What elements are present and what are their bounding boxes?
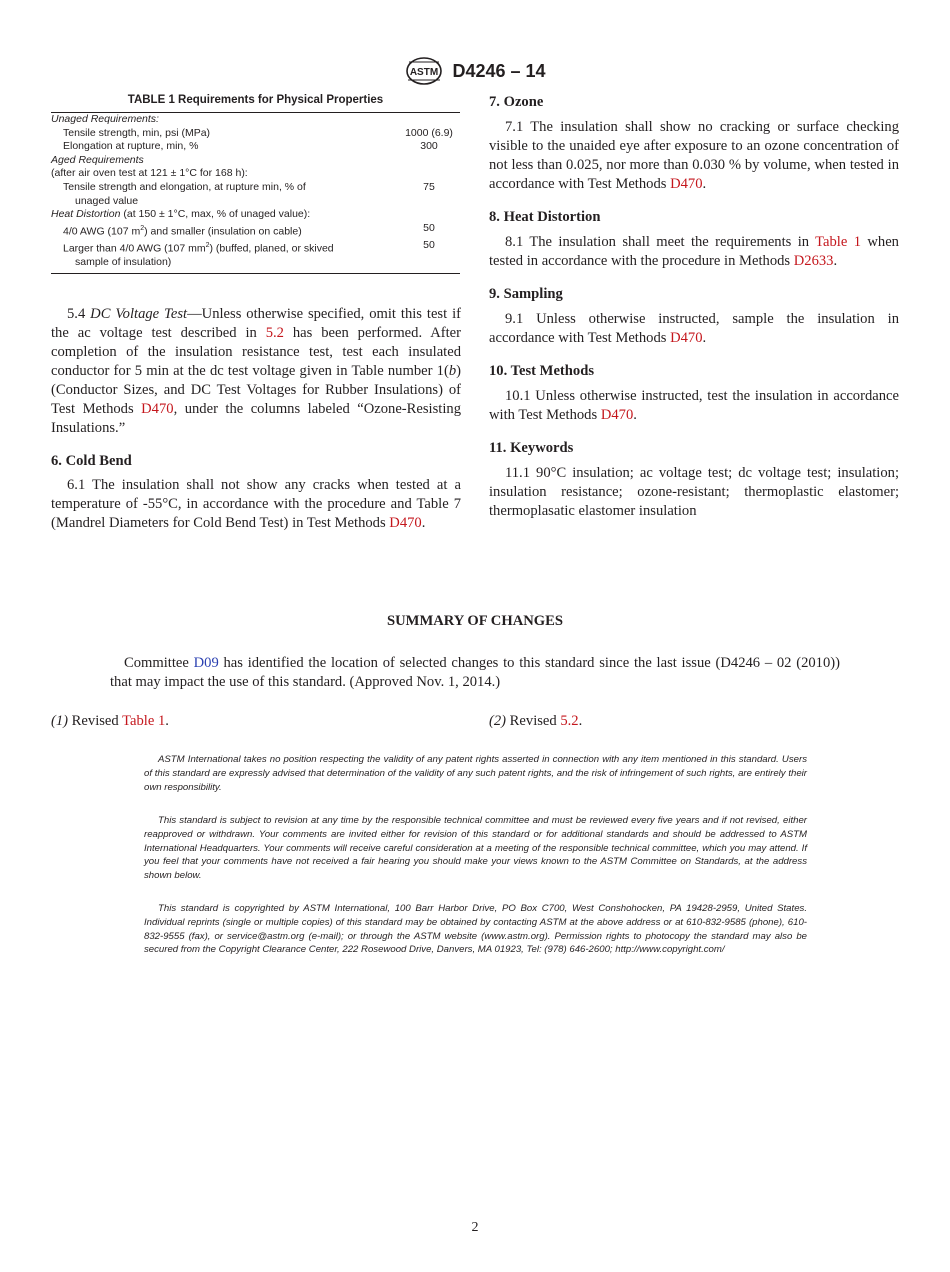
para-text: .: [702, 176, 707, 192]
para-text: .: [421, 515, 426, 531]
table-cell-value: 50: [423, 238, 435, 251]
table-cell-value: [398, 256, 460, 270]
para-text: has been performed. After completion of the insulation resistance test, test each insulated conductor for 5 min at the dc test voltage given in Table number 1(: [51, 325, 461, 379]
table-row: [51, 154, 460, 168]
table-cell-value: [398, 208, 460, 222]
summary-body: [110, 654, 840, 692]
page-header: [0, 56, 950, 86]
table-cell-label: unaged value: [75, 194, 139, 207]
table-row: [51, 113, 460, 127]
table-cell-label: Unaged Requirements:: [51, 113, 159, 125]
link-table-1[interactable]: Table 1: [815, 234, 861, 250]
table-cell-label: Larger than 4/0 AWG (107 $mm^2$) (buffed, planed, or skived: [63, 241, 334, 255]
table-bottom-rule: [51, 273, 460, 274]
table-cell-value: 300: [420, 140, 438, 153]
svg-text:ASTM: ASTM: [410, 67, 439, 78]
astm-logo-icon: [404, 56, 444, 86]
summary-title: SUMMARY OF CHANGES: [387, 613, 563, 629]
table-cell-value: [398, 195, 460, 209]
revision-notice: This standard is subject to revision at any time by the responsible technical committee and must be reviewed every five years and if not revised, either reapproved or withdrawn. Your comments are invited either for revision of this standard or for additional standards and should be addressed to ASTM International Headquarters. Your comments will receive careful consideration at a meeting of the responsible technical committee, which you may attend. If you feel that your comments have not received a fair hearing you should make your views known to the ASTM Committee on Standards, at the address shown below.: [144, 815, 807, 882]
para-text: .: [702, 330, 707, 346]
revision-text: .: [578, 713, 583, 729]
revision-item-2: [489, 713, 582, 730]
section-11-1: [489, 464, 899, 521]
revision-text: Revised: [506, 713, 561, 729]
section-6-1: [51, 476, 461, 533]
para-text: b: [448, 363, 457, 379]
para-text: Committee: [124, 655, 194, 671]
section-heading-9: 9. Sampling: [489, 286, 563, 302]
table-row: [51, 181, 460, 195]
table-cell-value: [398, 154, 460, 168]
table-row: [51, 167, 460, 181]
link-committee-d09[interactable]: D09: [193, 655, 219, 671]
table-cell-value: 75: [423, 180, 435, 193]
table-row: [51, 127, 460, 141]
table-cell-label: Tensile strength, min, psi (MPa): [63, 126, 211, 139]
patent-notice: ASTM International takes no position respecting the validity of any patent rights asserted in connection with any item mentioned in this standard. Users of this standard are expressly advised that determination of the validity of any such patent rights, and the risk of infringement of such rights, are entirely their own responsibility.: [144, 754, 807, 793]
para-text: .: [833, 253, 838, 269]
table-body: [51, 113, 460, 270]
section-number: 5.4: [67, 306, 86, 322]
table-cell-value: [398, 167, 460, 181]
para-text: , under the columns labeled “Ozone-Resisting Insulations.”: [51, 401, 461, 436]
table-cell-label: 4/0 AWG (107 $m^2$) and smaller (insulation on cable): [63, 224, 302, 238]
table-cell-label: sample of insulation): [75, 255, 172, 268]
table-cell-value: [398, 113, 460, 127]
page-number: 2: [471, 1220, 479, 1235]
copyright-notice: This standard is copyrighted by ASTM International, 100 Barr Harbor Drive, PO Box C700, West Conshohocken, PA 19428-2959, United States. Individual reprints (single or multiple copies) of this standard may be obtained by contacting ASTM at the above address or at 610-832-9585 (phone), 610-832-9555 (fax), or service@astm.org (e-mail); or through the ASTM website (www.astm.org). Permission rights to photocopy the standard may also be secured from the Copyright Clearance Center, 222 Rosewood Drive, Danvers, MA 01923, Tel: (978) 646-2600; http://www.copyright.com/: [144, 903, 807, 956]
section-7-1: [489, 118, 899, 194]
para-text: 8.1 The insulation shall meet the requirements in: [505, 234, 816, 250]
link-d470[interactable]: D470: [141, 401, 174, 417]
para-text: —Unless otherwise specified, omit this test if the ac voltage test described in: [51, 306, 461, 341]
para-text: ) (Conductor Sizes, and DC Test Voltages for Rubber Insulations) of Test Methods: [51, 363, 461, 417]
para-text: has identified the location of selected changes to this standard since the last issue (D4246 – 02 (2010)) that may impact the use of this standard. (Approved Nov. 1, 2014.): [110, 655, 840, 690]
para-text: 6.1 The insulation shall not show any cracks when tested at a temperature of -55°C, in accordance with the procedure and Table 7 (Mandrel Diameters for Cold Bend Test) in Test Methods: [51, 477, 461, 531]
table-row: [51, 195, 460, 209]
link-d470[interactable]: D470: [600, 407, 634, 423]
link-d2633[interactable]: D2633: [793, 253, 834, 269]
table-row: [51, 140, 460, 154]
link-5-2[interactable]: 5.2: [560, 713, 579, 729]
table-cell-value: 1000 (6.9): [405, 126, 453, 139]
section-heading-8: 8. Heat Distortion: [489, 209, 601, 225]
document-id: D4246 – 14: [452, 60, 546, 81]
revision-text: Revised: [68, 713, 123, 729]
section-8-1: [489, 233, 899, 271]
revision-text: .: [165, 713, 169, 729]
table-cell-label: Aged Requirements: [51, 153, 144, 166]
para-text: 11.1 90°C insulation; ac voltage test; dc voltage test; insulation; insulation resistance; ozone-resistant; thermoplastic elastomer; thermoplasatic elastomer insulation: [489, 465, 899, 519]
table-cell-label: Tensile strength and elongation, at rupture min, % of: [63, 180, 306, 193]
table-cell-label: Elongation at rupture, min, %: [63, 140, 199, 153]
para-text: 10.1 Unless otherwise instructed, test the insulation in accordance with Test Methods: [489, 388, 899, 423]
section-9-1: [489, 310, 899, 348]
table-cell-value: 50: [423, 221, 435, 234]
section-heading-11: 11. Keywords: [489, 440, 574, 456]
table-row: [51, 222, 460, 239]
section-heading-7: 7. Ozone: [489, 94, 544, 110]
table-row: [51, 208, 460, 222]
section-heading-10: 10. Test Methods: [489, 363, 595, 379]
table-cell-label: Heat Distortion (at 150 ± 1°C, max, % of unaged value):: [51, 208, 311, 221]
link-d470[interactable]: D470: [670, 176, 703, 192]
table-row: [51, 239, 460, 256]
section-10-1: [489, 387, 899, 425]
requirements-table: [51, 94, 460, 274]
link-5-2[interactable]: 5.2: [265, 325, 284, 341]
para-text: .: [633, 407, 637, 423]
revision-number: (2): [489, 713, 507, 729]
table-row: [51, 256, 460, 270]
para-text: 7.1 The insulation shall show no cracking or surface checking visible to the unaided eye after exposure to an ozone concentration of not less than 0.025, nor more than 0.030 % by volume, when tested in accordance with Test Methods: [489, 119, 899, 192]
revision-item-1: [51, 713, 169, 730]
left-column: [51, 305, 461, 533]
right-column: [489, 93, 899, 521]
revision-number: (1): [51, 713, 69, 729]
section-heading-6: 6. Cold Bend: [51, 453, 132, 469]
para-text: when tested in accordance with the procedure in Methods: [489, 234, 899, 269]
table-cell-label: (after air oven test at 121 ± 1°C for 168 h):: [51, 167, 248, 180]
para-text: 9.1 Unless otherwise instructed, sample the insulation in accordance with Test Methods: [489, 311, 899, 346]
link-d470[interactable]: D470: [670, 330, 703, 346]
table-caption: TABLE 1 Requirements for Physical Properties: [127, 94, 384, 106]
link-table-1[interactable]: Table 1: [122, 713, 166, 729]
link-d470[interactable]: D470: [389, 515, 422, 531]
section-title: DC Voltage Test: [90, 306, 188, 322]
section-5-4: [51, 305, 461, 438]
